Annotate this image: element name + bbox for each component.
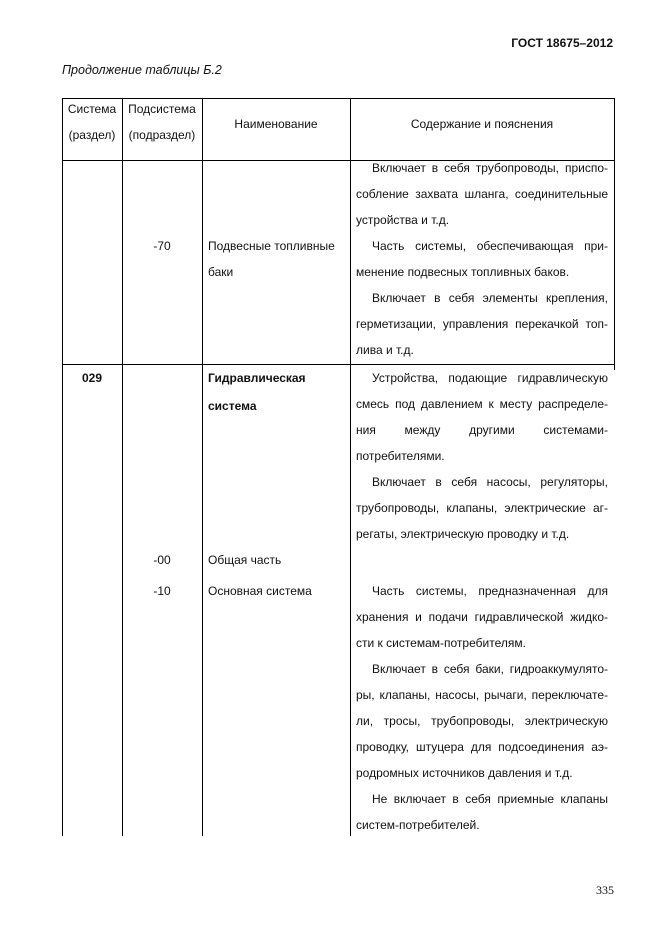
content-line: регаты, электрическую проводку и т.д.: [356, 527, 570, 541]
column-border: [202, 98, 203, 836]
content-line: хранения и подачи гидравлической жидко-: [356, 610, 608, 624]
content-line: собление захвата шланга, соединительные: [356, 187, 608, 201]
header-subsystem-line2: (подраздел): [128, 128, 196, 142]
content-line: родромных источников давления и т.д.: [356, 766, 573, 780]
content-line: проводку, штуцера для подсоединения аэ-: [356, 740, 608, 754]
name-line: Основная система: [208, 584, 312, 598]
content-line: ры, клапаны, насосы, рычаги, переключате-: [356, 688, 608, 702]
header-system-line1: Система: [67, 102, 117, 116]
content-line: герметизации, управления перекачкой топ-: [356, 317, 608, 331]
content-line: Часть системы, предназначенная для: [372, 584, 608, 598]
content-line: Включает в себя трубопроводы, приспо-: [372, 161, 608, 175]
name-line: Гидравлическая: [208, 371, 306, 385]
content-line: Устройства, подающие гидравлическую: [372, 371, 608, 385]
content-line: Включает в себя элементы крепления,: [372, 291, 608, 305]
content-line: лива и т.д.: [356, 343, 414, 357]
header-subsystem-line1: Подсистема: [128, 102, 196, 116]
name-line: Подвесные топливные: [208, 239, 335, 253]
page-number: 335: [596, 883, 614, 897]
content-line: Часть системы, обеспечивающая при-: [372, 239, 608, 253]
content-line: менение подвесных топливных баков.: [356, 265, 570, 279]
name-line: Общая часть: [208, 553, 282, 567]
header-content: Содержание и пояснения: [410, 117, 554, 131]
header-name: Наименование: [234, 117, 318, 131]
content-line: смесь под давлением к месту распределе-: [356, 397, 608, 411]
content-line: устройства и т.д.: [356, 213, 450, 227]
content-line: систем-потребителей.: [356, 818, 480, 832]
content-line: Не включает в себя приемные клапаны: [372, 792, 608, 806]
column-border: [122, 98, 123, 836]
content-line: Включает в себя баки, гидроаккумулято-: [372, 662, 608, 676]
system-code: 029: [81, 371, 103, 385]
content-line: сти к системам-потребителям.: [356, 636, 526, 650]
content-line: Включает в себя насосы, регуляторы,: [372, 475, 608, 489]
table-continuation-caption: Продолжение таблицы Б.2: [62, 63, 222, 77]
name-line: баки: [208, 265, 234, 279]
subsystem-code: -10: [153, 584, 171, 598]
standard-code: ГОСТ 18675–2012: [511, 36, 613, 50]
subsystem-code: -00: [153, 553, 171, 567]
subsystem-code: -70: [153, 239, 171, 253]
content-line: ли, тросы, трубопроводы, электрическую: [356, 714, 608, 728]
header-system-line2: (раздел): [68, 128, 116, 142]
content-line: потребителями.: [356, 449, 445, 463]
content-line: трубопроводы, клапаны, электрические аг-: [356, 501, 608, 515]
column-border: [614, 98, 615, 370]
column-border: [62, 98, 63, 836]
content-line: ния между другими системами-: [356, 423, 608, 437]
column-border: [350, 98, 351, 836]
name-line: система: [208, 399, 257, 413]
